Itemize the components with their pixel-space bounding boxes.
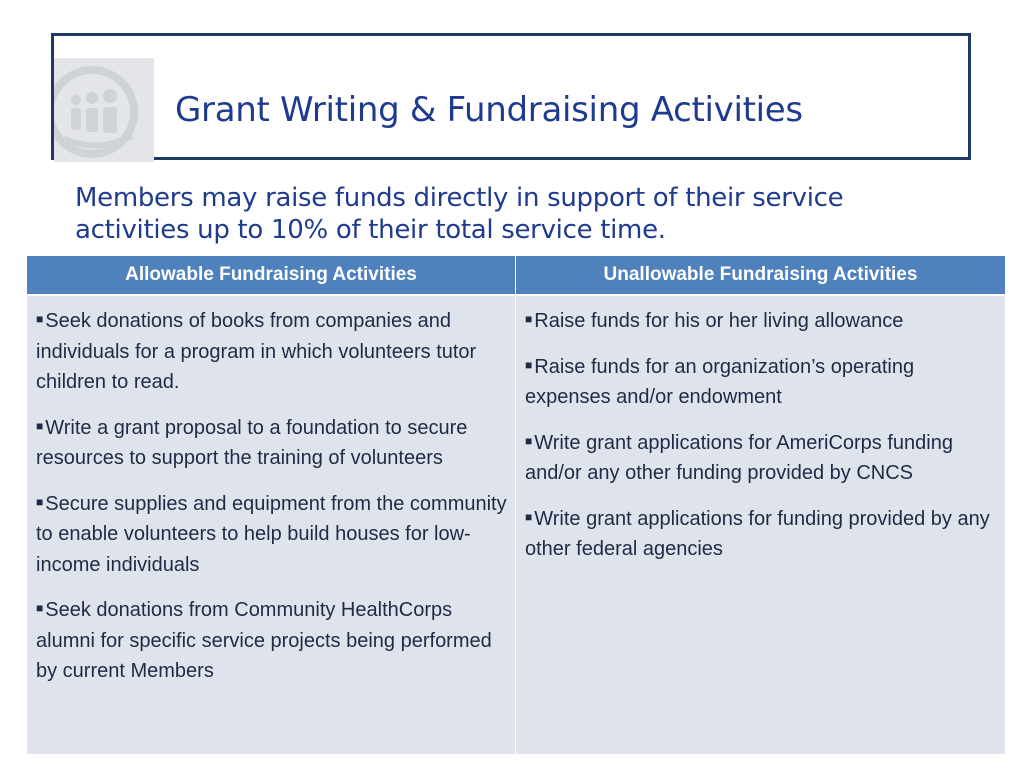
allowable-item-4: Seek donations from Community HealthCorps alumni for specific service projects being performed by current Members (36, 599, 492, 682)
bullet-icon: ■ (36, 312, 44, 326)
allowable-item-1: Seek donations of books from companies and individuals for a program in which volunteers tutor children to read. (36, 310, 477, 393)
list-item (525, 350, 997, 413)
unallowable-cell (516, 295, 1006, 754)
unallowable-item-4: Write grant applications for funding provided by any other federal agencies (525, 507, 990, 560)
bullet-icon: ■ (36, 494, 44, 509)
header-unallowable: Unallowable Fundraising Activities (516, 256, 1006, 295)
bullet-icon: ■ (525, 509, 533, 524)
unallowable-item-1: Raise funds for his or her living allowance (534, 310, 904, 332)
intro-text: Members may raise funds directly in support of their service activities up to 10% of their total service time. (75, 183, 844, 245)
bullet-icon: ■ (525, 433, 533, 448)
allowable-item-2: Write a grant proposal to a foundation to secure resources to support the training of volunteers (36, 416, 468, 469)
slide-title: Grant Writing & Fundraising Activities (175, 90, 803, 130)
table-row (27, 295, 1006, 754)
list-item (525, 502, 997, 565)
organization-logo-icon (54, 58, 154, 162)
header-allowable: Allowable Fundraising Activities (27, 256, 516, 295)
bullet-icon: ■ (36, 601, 44, 615)
list-item (36, 593, 507, 687)
list-item (36, 487, 507, 581)
table-header-row (27, 256, 1006, 295)
unallowable-item-2: Raise funds for an organization’s operating expenses and/or endowment (525, 355, 915, 408)
list-item (525, 304, 997, 337)
bullet-icon: ■ (525, 357, 533, 372)
list-item (525, 426, 997, 489)
allowable-item-3: Secure supplies and equipment from the community to enable volunteers to help build houses for low-income individuals (36, 492, 507, 576)
bullet-icon: ■ (525, 312, 533, 326)
list-item (36, 411, 507, 474)
unallowable-item-3: Write grant applications for AmeriCorps funding and/or any other funding provided by CNCS (525, 431, 953, 484)
fundraising-activities-table (27, 256, 1006, 754)
bullet-icon: ■ (36, 418, 44, 433)
allowable-cell (27, 295, 516, 754)
title-box (51, 33, 971, 160)
list-item (36, 304, 507, 398)
